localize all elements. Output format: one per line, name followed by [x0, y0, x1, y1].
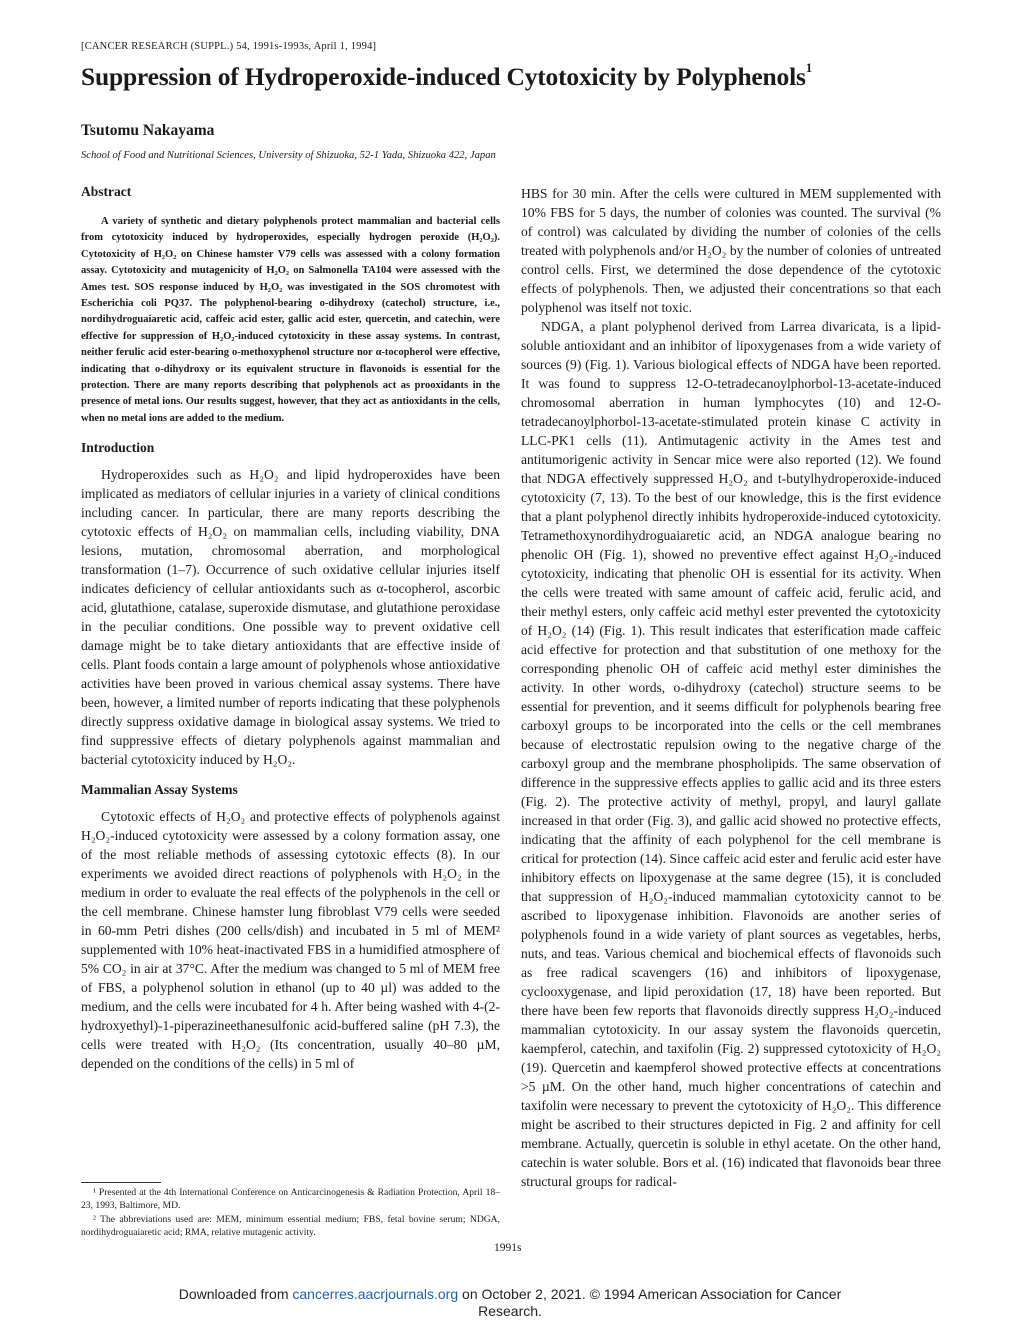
abstract-heading: Abstract [81, 184, 132, 199]
download-prefix: Downloaded from [178, 1286, 293, 1302]
mammalian-assay-heading: Mammalian Assay Systems [81, 782, 238, 798]
right-column [521, 184, 941, 1191]
author-affiliation: School of Food and Nutritional Sciences, University of Shizuoka, 52-1 Yada, Shizuoka 422, Japan [81, 150, 496, 161]
mammalian-assay-section [81, 782, 500, 1073]
right-paragraph-1: HBS for 30 min. After the cells were cultured in MEM supplemented with 10% FBS for 5 days, the number of colonies was counted. The survival (% of control) was calculated by dividing the number of colonies of the cells treated with polyphenols and/or H₂O₂ by the number of colonies of untreated control cells. First, we determined the dose dependence of the cytotoxic effects of polyphenols. Then, we adjusted their concentrations so that each polyphenol was itself not toxic. [521, 186, 941, 315]
title-text: Suppression of Hydroperoxide-induced Cytotoxicity by Polyphenols [81, 62, 806, 91]
abstract-text: A variety of synthetic and dietary polyphenols protect mammalian and bacterial cells from cytotoxicity induced by hydroperoxides, especially hydrogen peroxide (H₂O₂). Cytotoxicity of H₂O₂ on Chinese hamster V79 cells was assessed with a colony formation assay. Cytotoxicity and mutagenicity of H₂O₂ on Salmonella TA104 were assessed with the Ames test. SOS response induced by H₂O₂ was investigated in the SOS chromotest with Escherichia coli PQ37. The polyphenol-bearing o-dihydroxy (catechol) structure, i.e., nordihydroguaiaretic acid, caffeic acid ester, gallic acid ester, quercetin, and catechin, were effective for suppression of H₂O₂-induced cytotoxicity in these assay systems. In contrast, neither ferulic acid ester-bearing o-methoxyphenol structure nor α-tocopherol were effective, indicating that o-dihydroxy or its equivalent structure in flavonoids is essential for the protection. There are many reports describing that polyphenols act as prooxidants in the presence of metal ions. Our results suggest, however, that they act as antioxidants in the cells, when no metal ions are added to the medium. [81, 216, 500, 424]
download-notice [0, 1286, 1020, 1320]
abstract-section [81, 184, 500, 427]
right-paragraph-2: NDGA, a plant polyphenol derived from Larrea divaricata, is a lipid-soluble antioxidant and an inhibitor of lipoxygenases from a wide variety of sources (9) (Fig. 1). Various biological effects of NDGA have been reported. It was found to suppress 12-O-tetradecanoylphorbol-13-acetate-induced chromosomal aberration in human lymphocytes (10) and 12-O-tetradecanoylphorbol-13-acetate-stimulated protein kinase C activity in LLC-PK1 cells (11). Antimutagenic activity in the Ames test and antitumorigenic activity in Sencar mice were also reported (12). We found that NDGA effectively suppressed H₂O₂ and t-butylhydroperoxide-induced cytotoxicity (7, 13). To the best of our knowledge, this is the first evidence that a plant polyphenol directly inhibits hydroperoxide-induced cytotoxicity. Tetramethoxynordihydroguaiaretic acid, an NDGA analogue bearing no phenolic OH (Fig. 1), showed no preventive effect against H₂O₂-induced cytotoxicity, indicating that phenolic OH is essential for its activity. When the cells were treated with same amount of caffeic acid, ferulic acid, and their methyl esters, only caffeic acid methyl ester prevented the cytotoxicity of H₂O₂ (14) (Fig. 1). This result indicates that esterification made caffeic acid effective for protection and that substitution of one methoxy for the corresponding phenolic OH of caffeic acid methyl ester diminishes the activity. In other words, o-dihydroxy (catechol) structure seems to be essential for prevention, and it seems difficult for polyphenols bearing free carboxyl groups to be incorporated into the cells or the cell membranes because of electrostatic repulsion owing to the negative charge of the carboxyl group and the membrane phospholipids. The same observation of difference in the suppressive effects applies to gallic acid and its three esters (Fig. 2). The protective activity of methyl, propyl, and lauryl gallate increased in that order (Fig. 3), and gallic acid showed no protective effects, indicating that the affinity of each polyphenol for the cell membrane is critical for protection (14). Since caffeic acid ester and ferulic acid ester have inhibitory effects on lipoxygenase at the same degree (15), it is concluded that suppression of H₂O₂-induced mammalian cytotoxicity cannot to be ascribed to lipoxygenase inhibition. Flavonoids are another series of polyphenols found in a wide variety of plant sources as vegetables, herbs, nuts, and teas. Various chemical and biochemical effects of flavonoids such as free radical scavengers (16) and inhibitors of lipoxygenase, cyclooxygenase, and lipid peroxidation (17, 18) have been reported. But there have been few reports that flavonoids directly suppress H₂O₂-induced mammalian cytotoxicity. In our assay system the flavonoids quercetin, kaempferol, catechin, and taxifolin (Fig. 2) suppressed cytotoxicity of H₂O₂ (19). Quercetin and kaempferol showed protective effects at concentrations >5 µM. On the other hand, much higher concentrations of catechin and taxifolin were necessary to prevent the cytotoxicity of H₂O₂. This difference might be ascribed to their structures depicted in Fig. 2 and affinity for cell membrane. Actually, quercetin is soluble in ethyl acetate. On the other hand, catechin is water soluble. Bors et al. (16) indicated that flavonoids bear three structural groups for radical- [521, 319, 941, 1189]
footnotes [81, 1186, 500, 1240]
introduction-text: Hydroperoxides such as H₂O₂ and lipid hydroperoxides have been implicated as mediators of cellular injuries in a variety of clinical conditions including cancer. In particular, there are many reports describing the cytotoxic effects of H₂O₂ on mammalian cells, including viability, DNA lesions, mutation, chromosomal aberration, and morphological transformation (1–7). Occurrence of such oxidative cellular injuries itself indicates deficiency of cellular antioxidants such as α-tocopherol, ascorbic acid, glutathione, catalase, superoxide dismutase, and glutathione peroxidase in the peculiar conditions. One possible way to prevent oxidative cell damage might be to take dietary antioxidants that are effective inside of cells. Plant foods contain a large amount of polyphenols whose antioxidative activities have been proved in various chemical assay systems. There have been, however, a limited number of reports indicating that these polyphenols directly suppress oxidative damage in biological assay systems. We tried to find suppressive effects of dietary polyphenols against mammalian and bacterial cytotoxicity induced by H₂O₂. [81, 467, 500, 768]
footnote-2: ² The abbreviations used are: MEM, minimum essential medium; FBS, fetal bovine serum; NDGA, nordihydroguaiaretic acid; RMA, relative mutagenic activity. [81, 1213, 500, 1239]
title-footnote-marker: 1 [805, 60, 812, 75]
download-line-2: Research. [478, 1303, 542, 1319]
introduction-heading: Introduction [81, 440, 155, 456]
page-number: 1991s [494, 1242, 522, 1254]
author-name: Tsutomu Nakayama [81, 122, 215, 139]
mammalian-assay-text: Cytotoxic effects of H₂O₂ and protective effects of polyphenols against H₂O₂-induced cytotoxicity were assessed by a colony formation assay, one of the most reliable methods of assessing cytotoxic effects (8). In our experiments we avoided direct reactions of polyphenols with H₂O₂ in the medium in order to evaluate the real effects of the polyphenols in the cell or the cell membrane. Chinese hamster lung fibroblast V79 cells were seeded in 60-mm Petri dishes (200 cells/dish) and incubated in 5 ml of MEM² supplemented with 10% heat-inactivated FBS in a humidified atmosphere of 5% CO₂ in air at 37°C. After the medium was changed to 5 ml of MEM free of FBS, a polyphenol solution in ethanol (up to 40 µl) was added to the medium, and the cells were incubated for 4 h. After being washed with 4-(2-hydroxyethyl)-1-piperazineethanesulfonic acid-buffered saline (pH 7.3), the cells were treated with H₂O₂ (Its concentration, usually 40–80 µM, depended on the conditions of the cells) in 5 ml of [81, 809, 500, 1072]
footnote-1: ¹ Presented at the 4th International Conference on Anticarcinogenesis & Radiation Protection, April 18–23, 1993, Baltimore, MD. [81, 1187, 500, 1212]
left-column [81, 184, 500, 1073]
introduction-section [81, 440, 500, 769]
journal-site-link[interactable]: cancerres.aacrjournals.org [292, 1286, 459, 1302]
footnote-divider [81, 1182, 161, 1183]
journal-reference: [CANCER RESEARCH (SUPPL.) 54, 1991s-1993s, April 1, 1994] [81, 41, 377, 52]
article-title [81, 62, 812, 92]
download-suffix: on October 2, 2021. © 1994 American Association for Cancer [458, 1286, 842, 1302]
